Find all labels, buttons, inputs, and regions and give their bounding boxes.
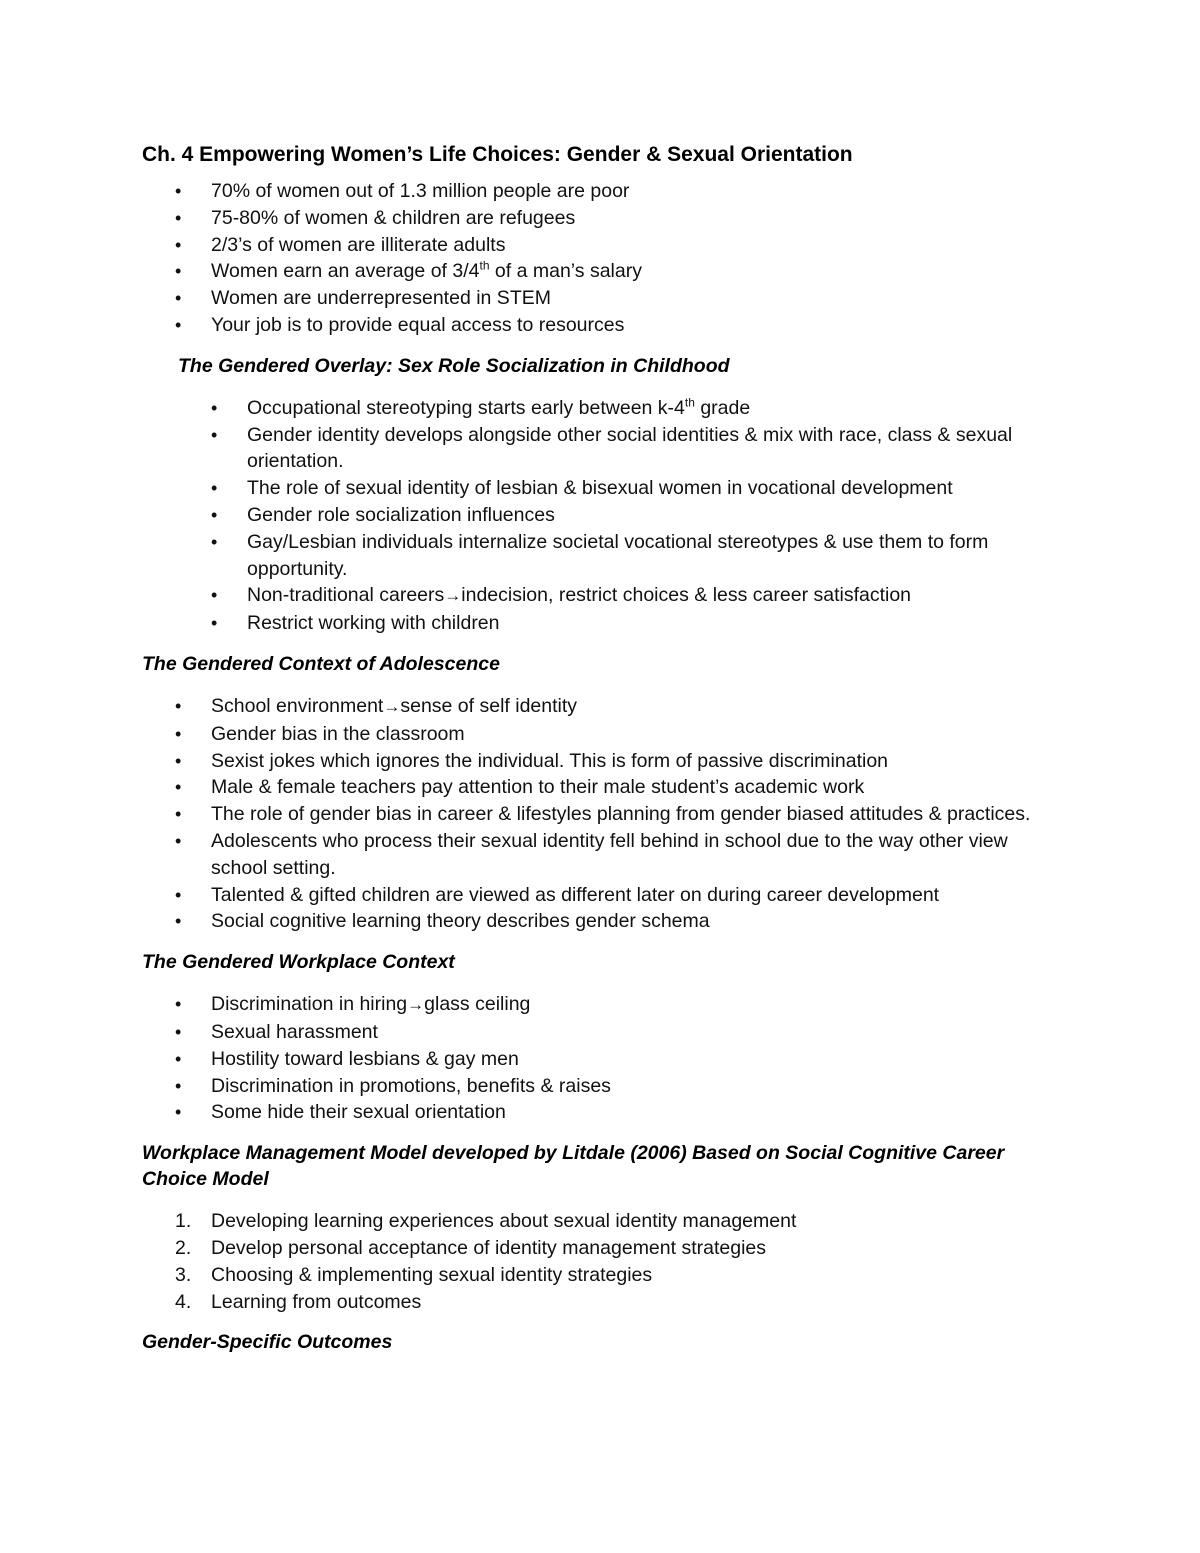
list-item <box>142 991 1062 1019</box>
section-heading-gender-outcomes: Gender-Specific Outcomes <box>142 1331 393 1354</box>
list-item <box>142 1208 1062 1235</box>
list-item-text: indecision, restrict choices & less career satisfaction <box>461 584 912 607</box>
list-item: • Restrict working with children <box>142 610 1062 637</box>
list-item: • Discrimination in promotions, benefits & raises <box>142 1073 1062 1100</box>
list-item: • Male & female teachers pay attention to their male student’s academic work <box>142 774 1062 801</box>
list-item: • Some hide their sexual orientation <box>142 1099 1062 1126</box>
list-item: • 70% of women out of 1.3 million people are poor <box>142 178 1062 205</box>
superscript: th <box>684 395 695 410</box>
list-item-text: of a man’s salary <box>489 260 642 283</box>
section-heading-management-model: Workplace Management Model developed by Litdale (2006) Based on Social Cognitive Career Choice Model <box>142 1142 1005 1191</box>
list-item <box>142 395 1062 422</box>
list-item-text: School environment <box>211 694 384 717</box>
list-item: • Gender identity develops alongside other social identities & mix with race, class & sexual orientation. <box>142 422 1062 476</box>
list-item: • Hostility toward lesbians & gay men <box>142 1046 1062 1073</box>
list-item-text: Non-traditional careers <box>247 584 445 607</box>
list-item: • Social cognitive learning theory describes gender schema <box>142 908 1062 935</box>
list-item <box>142 1235 1062 1262</box>
intro-bullet-list <box>142 178 1062 339</box>
list-item-text: Develop personal acceptance of identity management strategies <box>211 1236 766 1259</box>
right-arrow-icon: → <box>444 586 462 606</box>
list-item <box>142 693 1062 721</box>
list-item: • The role of sexual identity of lesbian & bisexual women in vocational development <box>142 475 1062 502</box>
right-arrow-icon: → <box>407 995 425 1015</box>
list-item: • Women are underrepresented in STEM <box>142 285 1062 312</box>
list-item <box>142 258 1062 285</box>
list-item: • 2/3’s of women are illiterate adults <box>142 232 1062 259</box>
list-item: • Your job is to provide equal access to resources <box>142 312 1062 339</box>
right-arrow-icon: → <box>383 696 401 716</box>
list-number: 4. <box>175 1290 192 1313</box>
document-content <box>142 138 1062 1371</box>
list-item: • Talented & gifted children are viewed as different later on during career development <box>142 882 1062 909</box>
adolescence-bullet-list <box>142 693 1062 935</box>
list-item <box>142 1262 1062 1289</box>
list-item: • Gender bias in the classroom <box>142 721 1062 748</box>
list-item: • Adolescents who process their sexual identity fell behind in school due to the way other view school setting. <box>142 828 1062 882</box>
page-title: Ch. 4 Empowering Women’s Life Choices: Gender & Sexual Orientation <box>142 143 853 166</box>
section-heading-adolescence: The Gendered Context of Adolescence <box>142 652 500 675</box>
list-item-text: Choosing & implementing sexual identity strategies <box>211 1263 653 1286</box>
superscript: th <box>479 258 490 273</box>
list-item: • Gay/Lesbian individuals internalize societal vocational stereotypes & use them to form opportunity. <box>142 529 1062 583</box>
list-number: 3. <box>175 1263 192 1286</box>
list-item <box>142 582 1062 610</box>
list-item-text: sense of self identity <box>400 694 578 717</box>
list-item-text: Discrimination in hiring <box>211 993 408 1016</box>
list-item: • Sexual harassment <box>142 1019 1062 1046</box>
list-item-text: Occupational stereotyping starts early between k-4 <box>247 396 685 419</box>
list-item-text: Learning from outcomes <box>211 1290 422 1313</box>
section-heading-workplace: The Gendered Workplace Context <box>142 951 455 974</box>
list-item: • 75-80% of women & children are refugees <box>142 205 1062 232</box>
list-number: 1. <box>175 1210 192 1233</box>
list-item <box>142 1289 1062 1316</box>
management-model-numbered-list <box>142 1208 1062 1315</box>
list-item-text: grade <box>694 396 751 419</box>
workplace-bullet-list <box>142 991 1062 1126</box>
list-item-text: glass ceiling <box>424 993 531 1016</box>
section-heading-childhood: The Gendered Overlay: Sex Role Socialization in Childhood <box>178 354 730 377</box>
list-item: • The role of gender bias in career & lifestyles planning from gender biased attitudes & practices. <box>142 801 1062 828</box>
list-item: • Sexist jokes which ignores the individual. This is form of passive discrimination <box>142 748 1062 775</box>
list-item-text: Women earn an average of 3/4 <box>211 260 480 283</box>
list-item: • Gender role socialization influences <box>142 502 1062 529</box>
list-item-text: Developing learning experiences about sexual identity management <box>211 1210 797 1233</box>
childhood-bullet-list <box>142 395 1062 637</box>
list-number: 2. <box>175 1236 192 1259</box>
